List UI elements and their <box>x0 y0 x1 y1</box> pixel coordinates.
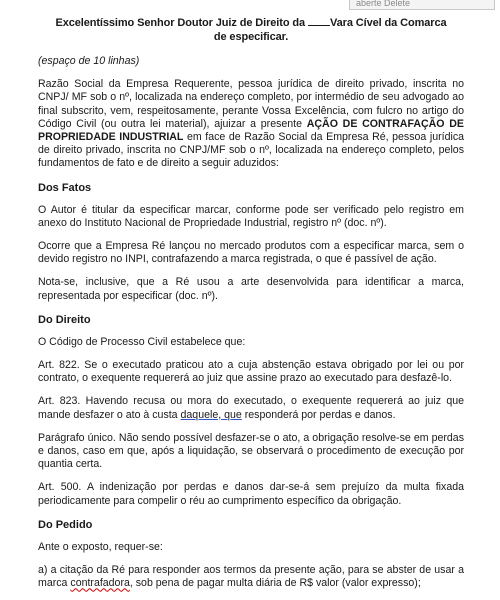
heading-pedido: Do Pedido <box>38 518 93 531</box>
pedido-a: a) a citação da Ré para responder aos termos da presente ação, para se abster de usar a marca contrafadora, sob pena de pagar multa diária de R$ valor (valor expresso); <box>38 564 464 590</box>
direito-p1: O Código de Processo Civil estabelece que: <box>38 335 246 348</box>
document-body <box>38 15 464 590</box>
document-title <box>38 15 464 44</box>
art-823: Art. 823. Havendo recusa ou mora do executado, o exequente requererá ao juiz que mande desfazer o ato à custa daquele, que responderá por perdas e danos. <box>38 395 464 421</box>
heading-direito: Do Direito <box>38 313 91 326</box>
art-500: Art. 500. A indenização por perdas e danos dar-se-á sem prejuízo da multa fixada periodicamente para compelir o réu ao cumprimento específico da obrigação. <box>38 481 464 507</box>
action-name: AÇÃO DE CONTRAFAÇÃO DE PROPRIEDADE INDUSTRIAL <box>38 117 464 144</box>
title-text-1: Excelentíssimo Senhor Doutor Juiz de Direito da <box>55 17 308 29</box>
fatos-p2: Ocorre que a Empresa Ré lançou no mercado produtos com a especificar marca, sem o devido registro no INPI, contrafazendo a marca registrada, o que é passível de ação. <box>38 240 464 266</box>
pedido-p1: Ante o exposto, requer-se: <box>38 540 163 553</box>
title-text-2: Vara Cível da Comarca <box>330 17 447 29</box>
fatos-p3: Nota-se, inclusive, que a Ré usou a arte desenvolvida para identificar a marca, representada por especificar (doc. nº). <box>38 276 464 302</box>
spacing-note: (espaço de 10 linhas) <box>38 55 140 67</box>
title-blank <box>308 15 330 26</box>
top-field: aberte Delete <box>349 0 495 10</box>
title-text-3: de especificar. <box>213 31 289 43</box>
spellcheck-word: contrafadora <box>70 577 130 590</box>
fatos-p1: O Autor é titular da especificar marcar, conforme pode ser verificado pelo registro em anexo do Instituto Nacional de Propriedade Industrial, registro nº (doc. nº). <box>38 203 464 229</box>
intro-paragraph: Razão Social da Empresa Requerente, pessoa jurídica de direito privado, inscrita no CNPJ/ MF sob o nº, localizada na endereço completo, por intermédio de seu advogado ao final subscrito, vem, respeitosamente, perante Vossa Excelência, com fulcro no artigo do Código Civil (ou outra lei material), ajuizar a presente AÇÃO DE CONTRAFAÇÃO DE PROPRIEDADE INDUSTRIAL em face de Razão Social da Empresa Ré, pessoa jurídica de direito privado, inscrita no CNPJ/MF sob o nº, localizada na endereço completo, pelos fundamentos de fato e de direito a seguir aduzidos: <box>38 78 465 170</box>
paragrafo-unico: Parágrafo único. Não sendo possível desfazer-se o ato, a obrigação resolve-se em perdas e danos, caso em que, após a liquidação, se observará o procedimento de execução por quantia certa. <box>38 431 464 471</box>
heading-fatos: Dos Fatos <box>38 181 92 194</box>
underlined-text: daquele, que <box>180 408 242 421</box>
art-822: Art. 822. Se o executado praticou ato a cuja abstenção estava obrigado por lei ou por contrato, o exequente requererá ao juiz que assine prazo ao executado para desfazê-lo. <box>38 359 464 385</box>
